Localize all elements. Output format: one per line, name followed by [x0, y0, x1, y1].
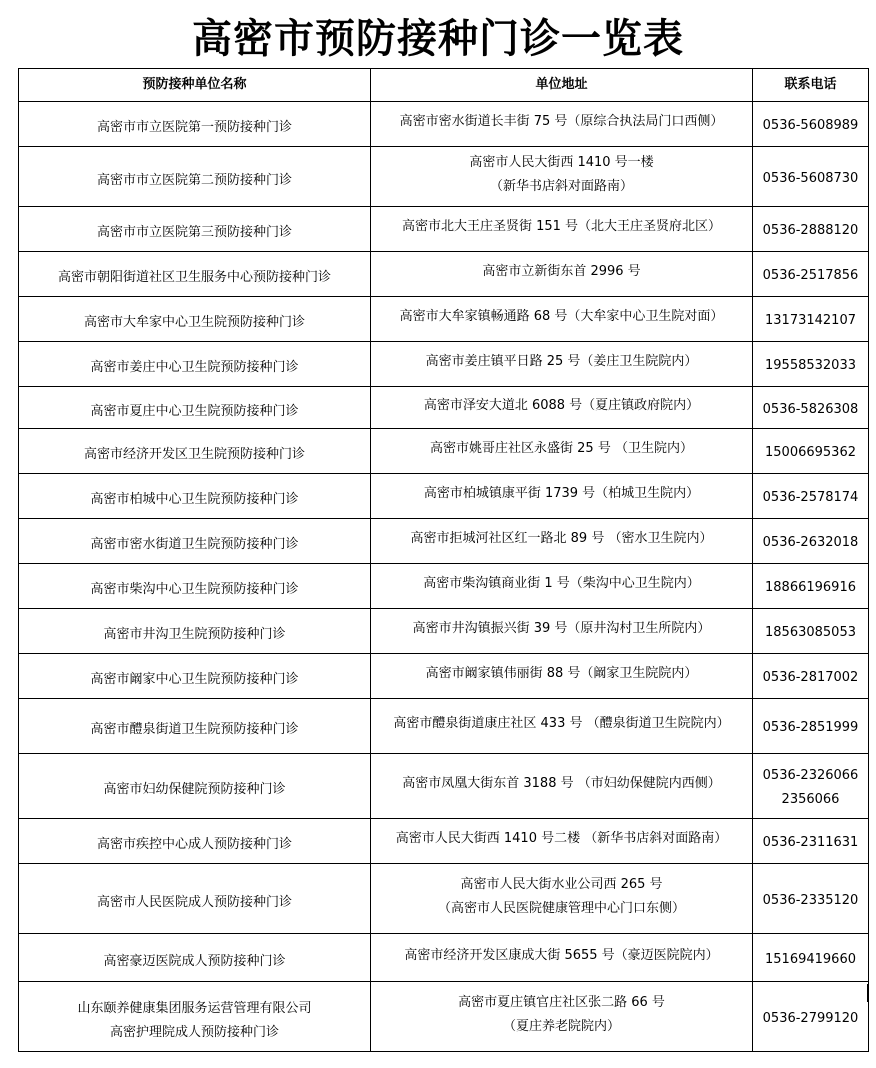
header-address: 单位地址 [371, 69, 753, 102]
address-cell [371, 429, 753, 474]
unit-name-cell [19, 519, 371, 564]
phone-cell [753, 564, 869, 609]
address-text: 高密市密水街道长丰街 75 号（原综合执法局门口西侧） [399, 114, 724, 129]
address-text: 高密市凤凰大街东首 3188 号 （市妇幼保健院内西侧） [402, 776, 721, 791]
address-text: 高密市姚哥庄社区永盛街 25 号 （卫生院内） [430, 441, 693, 456]
phone-text: 19558532033 [765, 358, 856, 373]
phone-text: 0536-2335120 [762, 892, 859, 908]
unit-name-cell [19, 297, 371, 342]
phone-cell [753, 102, 869, 147]
unit-name-text: 高密市妇幼保健院预防接种门诊 [103, 782, 286, 797]
unit-name-text: 高密市井沟卫生院预防接种门诊 [103, 627, 286, 642]
table-row [19, 102, 869, 147]
unit-name-cell [19, 982, 371, 1052]
phone-text: 0536-5608730 [762, 170, 859, 186]
address-text: 高密市夏庄镇官庄社区张二路 66 号 [458, 994, 665, 1010]
unit-name-text: 高密市柏城中心卫生院预防接种门诊 [90, 492, 299, 507]
address-text: （夏庄养老院院内） [502, 1018, 620, 1034]
address-text: 高密市泽安大道北 6088 号（夏庄镇政府院内） [423, 397, 700, 413]
address-text: （高密市人民医院健康管理中心门口东侧） [437, 900, 685, 916]
phone-text: 0536-2799120 [762, 1010, 859, 1026]
phone-cell [753, 297, 869, 342]
table-row [19, 147, 869, 207]
unit-name-text: 山东颐养健康集团服务运营管理有限公司 [77, 1000, 312, 1016]
unit-name-text: 高密市大牟家中心卫生院预防接种门诊 [83, 315, 305, 330]
unit-name-text: 高密豪迈医院成人预防接种门诊 [103, 953, 286, 969]
address-text: 高密市醴泉街道康庄社区 433 号 （醴泉街道卫生院院内） [393, 716, 730, 731]
phone-text: 0536-5608989 [762, 118, 859, 133]
table-row [19, 207, 869, 252]
phone-cell [753, 699, 869, 754]
address-text: 高密市立新街东首 2996 号 [482, 264, 641, 279]
phone-text: 2356066 [781, 792, 840, 807]
address-cell [371, 387, 753, 429]
address-cell [371, 102, 753, 147]
address-text: 高密市人民大街西 1410 号一楼 [469, 154, 654, 170]
phone-text: 0536-2817002 [762, 670, 859, 685]
address-cell [371, 982, 753, 1052]
address-text: 高密市大牟家镇畅通路 68 号（大牟家中心卫生院对面） [399, 309, 724, 324]
unit-name-cell [19, 474, 371, 519]
phone-cell [753, 754, 869, 819]
table-row [19, 654, 869, 699]
unit-name-text: 高密市阚家中心卫生院预防接种门诊 [90, 672, 299, 687]
unit-name-cell [19, 754, 371, 819]
phone-text: 18866196916 [765, 580, 856, 595]
phone-text: 0536-5826308 [762, 401, 859, 417]
table-row [19, 754, 869, 819]
unit-name-text: 高密护理院成人预防接种门诊 [109, 1024, 279, 1040]
table-row [19, 342, 869, 387]
unit-name-cell [19, 252, 371, 297]
unit-name-text: 高密市人民医院成人预防接种门诊 [96, 894, 292, 910]
unit-name-cell [19, 699, 371, 754]
unit-name-text: 高密市朝阳街道社区卫生服务中心预防接种门诊 [57, 270, 331, 285]
address-text: 高密市柏城镇康平街 1739 号（柏城卫生院内） [423, 486, 700, 501]
unit-name-text: 高密市醴泉街道卫生院预防接种门诊 [90, 722, 299, 737]
phone-cell [753, 474, 869, 519]
page-title: 高密市预防接种门诊一览表 [192, 16, 684, 62]
phone-text: 15006695362 [765, 445, 856, 460]
unit-name-text: 高密市市立医院第三预防接种门诊 [96, 225, 292, 240]
phone-cell [753, 252, 869, 297]
table-row [19, 934, 869, 982]
address-text: 高密市柴沟镇商业街 1 号（柴沟中心卫生院内） [423, 576, 700, 591]
phone-text: 0536-2851999 [762, 720, 859, 735]
phone-cell [753, 429, 869, 474]
address-text: 高密市北大王庄圣贤街 151 号（北大王庄圣贤府北区） [401, 219, 722, 234]
address-text: 高密市井沟镇振兴街 39 号（原井沟村卫生所院内） [412, 621, 711, 636]
unit-name-cell [19, 429, 371, 474]
unit-name-text: 高密市市立医院第一预防接种门诊 [96, 120, 292, 135]
unit-name-text: 高密市密水街道卫生院预防接种门诊 [90, 537, 299, 552]
unit-name-cell [19, 207, 371, 252]
unit-name-cell [19, 102, 371, 147]
edge-mark [867, 984, 869, 1002]
table-body [19, 102, 869, 1052]
address-text: 高密市人民大街西 1410 号二楼 （新华书店斜对面路南） [395, 831, 728, 846]
table-row [19, 387, 869, 429]
table-row [19, 474, 869, 519]
unit-name-cell [19, 864, 371, 934]
phone-text: 18563085053 [765, 625, 856, 640]
address-cell [371, 252, 753, 297]
phone-text: 0536-2311631 [762, 835, 859, 850]
unit-name-cell [19, 819, 371, 864]
phone-cell [753, 147, 869, 207]
phone-cell [753, 519, 869, 564]
address-cell [371, 297, 753, 342]
phone-cell [753, 207, 869, 252]
phone-cell [753, 819, 869, 864]
phone-cell [753, 864, 869, 934]
table-row [19, 252, 869, 297]
address-cell [371, 519, 753, 564]
address-text: 高密市阚家镇伟丽街 88 号（阚家卫生院院内） [425, 666, 698, 681]
phone-text: 0536-2326066 [762, 768, 859, 783]
unit-name-cell [19, 342, 371, 387]
phone-cell [753, 934, 869, 982]
table-row [19, 297, 869, 342]
phone-text: 0536-2517856 [762, 268, 859, 283]
table-row [19, 982, 869, 1052]
phone-cell [753, 387, 869, 429]
phone-text: 0536-2632018 [762, 535, 859, 550]
address-text: 高密市拒城河社区红一路北 89 号 （密水卫生院内） [410, 531, 713, 546]
address-cell [371, 754, 753, 819]
phone-text: 0536-2578174 [762, 490, 859, 505]
table-row [19, 699, 869, 754]
address-text: （新华书店斜对面路南） [489, 178, 633, 194]
address-cell [371, 564, 753, 609]
unit-name-text: 高密市市立医院第二预防接种门诊 [96, 172, 292, 188]
address-cell [371, 609, 753, 654]
table-header-row [19, 69, 869, 102]
address-text: 高密市人民大街水业公司西 265 号 [460, 876, 663, 892]
address-text: 高密市姜庄镇平日路 25 号（姜庄卫生院院内） [425, 354, 698, 369]
address-cell [371, 819, 753, 864]
phone-cell [753, 609, 869, 654]
address-cell [371, 699, 753, 754]
phone-cell [753, 982, 869, 1052]
table-row [19, 819, 869, 864]
unit-name-cell [19, 654, 371, 699]
unit-name-text: 高密市柴沟中心卫生院预防接种门诊 [90, 582, 299, 597]
unit-name-cell [19, 609, 371, 654]
phone-text: 13173142107 [765, 313, 856, 328]
phone-text: 15169419660 [765, 951, 856, 967]
table-row [19, 864, 869, 934]
unit-name-text: 高密市姜庄中心卫生院预防接种门诊 [90, 360, 299, 375]
phone-cell [753, 654, 869, 699]
clinic-table [18, 68, 869, 1052]
address-cell [371, 654, 753, 699]
table-row [19, 429, 869, 474]
table-row [19, 609, 869, 654]
unit-name-text: 高密市经济开发区卫生院预防接种门诊 [83, 447, 305, 462]
unit-name-cell [19, 147, 371, 207]
address-cell [371, 934, 753, 982]
unit-name-cell [19, 934, 371, 982]
unit-name-text: 高密市疾控中心成人预防接种门诊 [96, 837, 292, 852]
unit-name-cell [19, 387, 371, 429]
address-cell [371, 474, 753, 519]
header-unit-name: 预防接种单位名称 [19, 69, 371, 102]
address-cell [371, 864, 753, 934]
unit-name-cell [19, 564, 371, 609]
unit-name-text: 高密市夏庄中心卫生院预防接种门诊 [90, 403, 299, 419]
address-text: 高密市经济开发区康成大街 5655 号（豪迈医院院内） [404, 947, 719, 963]
address-cell [371, 207, 753, 252]
phone-text: 0536-2888120 [762, 223, 859, 238]
address-cell [371, 147, 753, 207]
table-row [19, 564, 869, 609]
header-phone: 联系电话 [753, 69, 869, 102]
phone-cell [753, 342, 869, 387]
table-row [19, 519, 869, 564]
address-cell [371, 342, 753, 387]
